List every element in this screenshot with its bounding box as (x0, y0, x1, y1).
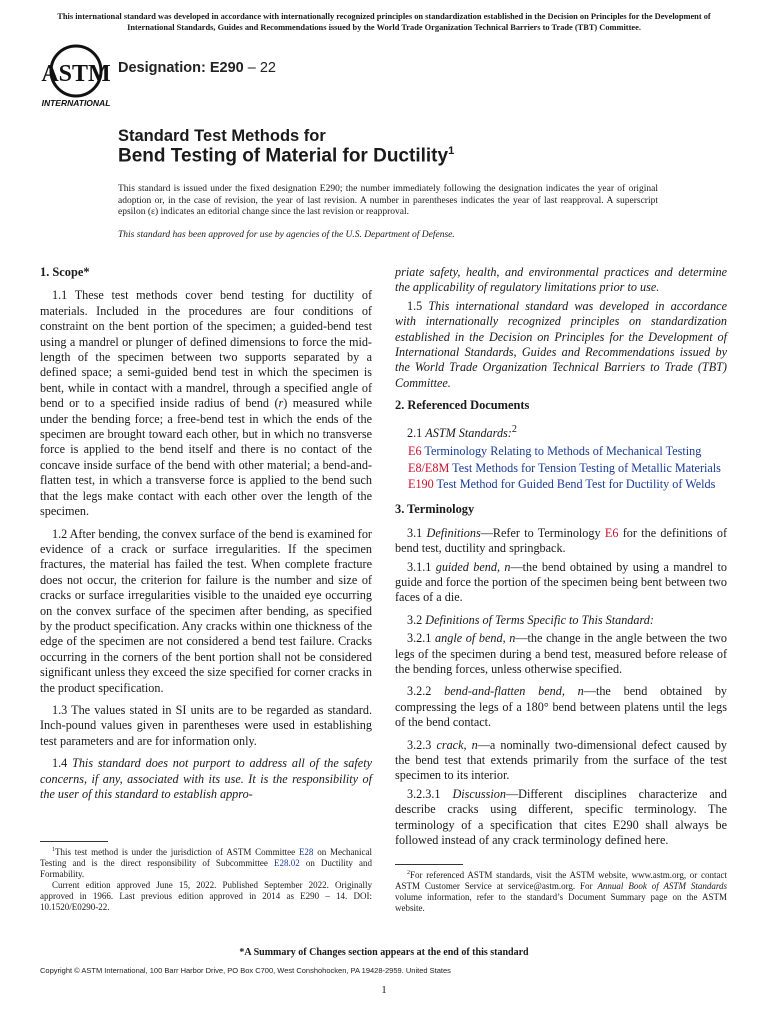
footnote-rule (40, 841, 108, 842)
para-3-2: 3.2 Definitions of Terms Specific to This Standard: (407, 612, 654, 627)
designation-label: Designation: E290 (118, 60, 244, 76)
ref-e190[interactable] (395, 477, 727, 492)
referenced-documents-heading: 2. Referenced Documents (395, 398, 530, 413)
para-3-2-3: 3.2.3 crack, n—a nominally two-dimensional defect caused by the bend test that extends primarily from the surface of the test specimen to its interior. (395, 737, 728, 783)
designation (118, 60, 276, 76)
logo-sub: INTERNATIONAL (41, 98, 111, 108)
link-e28-02[interactable]: E28.02 (274, 858, 300, 868)
right-column (395, 265, 727, 855)
para-1-4: 1.4 This standard does not purport to address all of the safety concerns, if any, associated with its use. It is the responsibility of the user of this standard to establish appro- (40, 756, 372, 801)
designation-revision: – 22 (243, 60, 276, 76)
ref-code: E8/E8M (408, 460, 450, 475)
footnote-1: $^1$This test method is under the jurisdiction of ASTM Committee E28 on Mechanical Testing and is the direct responsibility of Subcommittee E28.02 on Ductility and Formability. Current edition approved June 15, 2022. Published September 2022. Originally approved in 1966. Last previous edition approved in 2014 as E290 – 14. DOI: 10.1520/E0290-22. (40, 841, 372, 913)
para-1-3: 1.3 The values stated in SI units are to be regarded as standard. Inch-pound values given in parentheses were used in establishing test parameters and are for information only. (40, 702, 372, 748)
summary-of-changes-note: *A Summary of Changes section appears at the end of this standard (239, 947, 529, 958)
ref-code: E190 (408, 476, 434, 491)
para-2-1: 2.1 ASTM Standards:$^2$ (407, 423, 517, 440)
page-number: 1 (381, 984, 387, 996)
tbt-notice: This international standard was developed in accordance with internationally recognized principles on standardization established in the Decision on Principles for the Development of International Standards, Guides and Recommendations issued by the World Trade Organization Technical Barriers to Trade (TBT) Committee. (57, 12, 711, 32)
ref-title: Test Method for Guided Bend Test for Ductility of Welds (433, 476, 716, 491)
ref-e6[interactable] (395, 444, 727, 459)
para-3-2-1: 3.2.1 angle of bend, n—the change in the angle between the two legs of the specimen during a bend test, measured before release of the bending forces, unless otherwise specified. (395, 631, 728, 676)
issued-statement: This standard is issued under the fixed designation E290; the number immediately following the designation indicates the year of original adoption or, in the case of revision, the year of last revision. A number in parentheses indicates the year of last reapproval. A superscript epsilon (ε) indicates an editorial change since the last revision or reapproval. (118, 184, 658, 218)
astm-logo (40, 44, 112, 110)
title-footnote-mark: 1 (448, 145, 455, 157)
title-line-1: Standard Test Methods for (118, 127, 326, 145)
para-1-2: 1.2 After bending, the convex surface of the bend is examined for evidence of a crack or surface irregularities. If the specimen fractures, the material has failed the test. When complete fracture does not occur, the criterion for failure is the number and size of cracks or surface irregularities visible to the unaided eye occurring on the convex surface of the specimen after bending, as specified by the product specification. Any cracks within one thickness of the edge of the specimen are not considered a bend test failure. Cracks occurring in the corners of the bent portion shall not be considered significant unless they exceed the size specified for corner cracks in the product specification. (40, 526, 372, 695)
para-1-5: 1.5 This international standard was developed in accordance with internationally recognized principles on standardization established in the Decision on Principles for the Development of International Standards, Guides and Recommendations issued by the World Trade Organization Technical Barriers to Trade (TBT) Committee. (395, 298, 727, 390)
scope-heading: 1. Scope* (40, 265, 90, 279)
link-e28[interactable]: E28 (298, 847, 314, 857)
para-1-1: 1.1 These test methods cover bend testing for ductility of materials. Included in the procedures are four conditions of constraint on the bent portion of the specimen; a guided-bend test using a mandrel or plunger of defined dimensions to force the mid-length of the specimen between two supports separated by a defined space; a semi-guided bend test in which the specimen is bent, while in contact with a mandrel, through a specified angle of bend or to a specified inside radius of bend (r) measured while under the bending force; a free-bend test in which the ends of the specimen are brought toward each other, but in which no transverse force is applied to the bend itself and there is no contact of the concave inside surface of the bend with other material; a bend-and-flatten test, in which a transverse force is applied to the bend such that the legs make contact with each other over the length of the specimen. (40, 288, 372, 519)
footnote-2: $^2$For referenced ASTM standards, visit the ASTM website, www.astm.org, or contact ASTM Customer Service at service@astm.org. For Annual Book of ASTM Standards volume information, refer to the standard’s Document Summary page on the ASTM website. (395, 864, 727, 914)
terminology-heading: 3. Terminology (395, 502, 475, 517)
dod-approval: This standard has been approved for use by agencies of the U.S. Department of Defense. (118, 230, 455, 240)
para-1-4-continued: priate safety, health, and environmental practices and determine the applicability of regulatory limitations prior to use. (395, 265, 727, 295)
ref-title: Test Methods for Tension Testing of Metallic Materials (449, 460, 721, 475)
ref-e8[interactable] (395, 461, 727, 476)
copyright: Copyright © ASTM International, 100 Barr Harbor Drive, PO Box C700, West Conshohocken, PA 19428-2959. United States (40, 966, 451, 975)
link-e6[interactable]: E6 (604, 525, 619, 540)
logo-mark: ASTM (41, 61, 111, 87)
para-3-2-2: 3.2.2 bend-and-flatten bend, n—the bend obtained by compressing the legs of a 180° bend between platens until the legs of the bend contact. (395, 684, 728, 730)
title-line-2 (118, 145, 454, 167)
title-main: Bend Testing of Material for Ductility (118, 145, 449, 167)
footnote-rule (395, 864, 463, 865)
left-column (40, 265, 372, 809)
para-3-2-3-1: 3.2.3.1 Discussion—Different disciplines characterize and describe cracks using different, specific terminology. The terminology of a specification that cites E290 shall always be followed instead of any crack terminology defined here. (395, 786, 727, 848)
para-3-1-1: 3.1.1 guided bend, n—the bend obtained by using a mandrel to guide and force the portion of the specimen being bent between two faces of a die. (395, 559, 728, 605)
ref-title: Terminology Relating to Methods of Mechanical Testing (421, 444, 702, 459)
ref-code: E6 (408, 444, 422, 459)
para-3-1: 3.1 Definitions—Refer to Terminology E6 for the definitions of bend test, ductility and springback. (395, 525, 727, 556)
